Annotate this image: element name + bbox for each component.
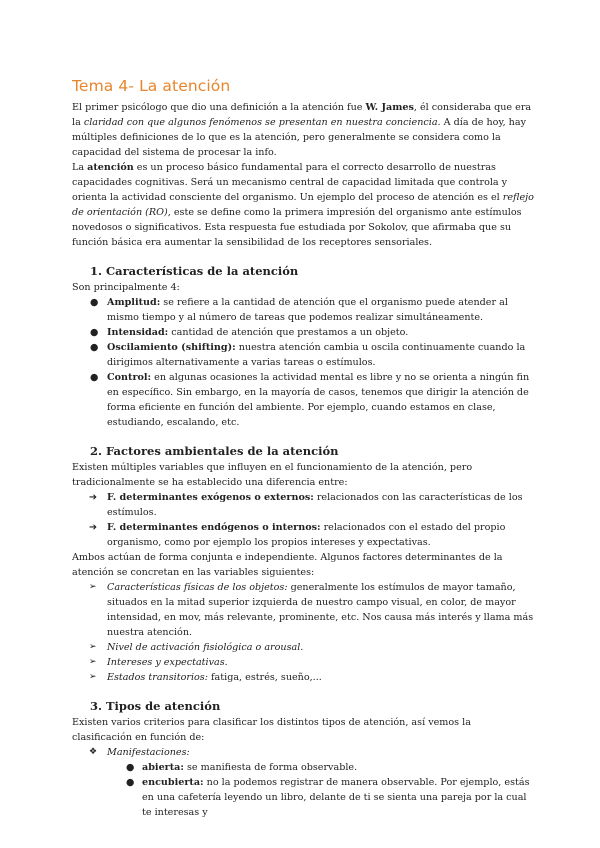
manifestation-list bbox=[72, 760, 534, 820]
section-heading bbox=[72, 444, 534, 459]
item-text: nuestra atención cambia u oscila continuamente cuando la dirigimos alternativamente a varias tareas o estímulos. bbox=[107, 342, 526, 368]
variables-list bbox=[72, 580, 534, 685]
diamond-icon: ❖ bbox=[89, 747, 98, 757]
section-lead: Existen múltiples variables que influyen en el funcionamiento de la atención, pero tradicionalmente se ha establecido una diferencia entre: bbox=[72, 462, 473, 488]
bullet-icon: ● bbox=[126, 777, 135, 788]
section-number: 1. bbox=[90, 264, 103, 278]
key-term-italic: reflejo de orientación (RO) bbox=[72, 192, 534, 218]
text-run: El primer psicólogo que dio una definición a la atención fue bbox=[72, 102, 366, 113]
list-item bbox=[72, 760, 534, 775]
item-text: se manifiesta de forma observable. bbox=[183, 762, 358, 773]
text-run: , este se define como la primera impresión del organismo ante estímulos novedosos o significativos. Esta respuesta fue estudiada por Sokolov, que afirmaba que su función básica era aumentar la sensibilidad de los receptores sensoriales. bbox=[72, 207, 522, 248]
author-name: W. James bbox=[365, 102, 414, 113]
section-heading-text: Características de la atención bbox=[106, 264, 299, 278]
item-text: se refiere a la cantidad de atención que el organismo puede atender al mismo tiempo y al número de tareas que podemos realizar simultáneamente. bbox=[107, 297, 508, 323]
bullet-icon: ● bbox=[90, 342, 99, 353]
list-item bbox=[72, 670, 534, 685]
page-title: Tema 4- La atención bbox=[72, 77, 231, 95]
list-item bbox=[72, 325, 534, 340]
characteristics-list bbox=[72, 295, 534, 430]
item-text: cantidad de atención que prestamos a un objeto. bbox=[168, 327, 409, 338]
item-text: no la podemos registrar de manera observable. Por ejemplo, estás en una cafetería leyendo un libro, delante de ti se sienta una pareja por la cual te interesas y bbox=[142, 777, 530, 818]
item-text: en algunas ocasiones la actividad mental es libre y no se orienta a ningún fin en específico. Sin embargo, en la mayoría de casos, tenemos que dirigir la atención de forma eficiente en función del ambiente. Por ejemplo, cuando estamos en clase, estudiando, escalando, etc. bbox=[107, 372, 530, 428]
item-term: Control: bbox=[107, 372, 152, 383]
triangle-arrow-icon: ➢ bbox=[89, 582, 97, 592]
arrow-icon: ➔ bbox=[89, 522, 98, 533]
list-item bbox=[72, 580, 534, 640]
factor-list bbox=[72, 490, 534, 550]
definition-quote: claridad con que algunos fenómenos se presentan en nuestra conciencia. bbox=[83, 117, 441, 128]
triangle-arrow-icon: ➢ bbox=[89, 642, 97, 652]
list-item bbox=[72, 520, 534, 550]
bullet-icon: ● bbox=[90, 372, 99, 383]
item-term: Manifestaciones: bbox=[107, 747, 190, 758]
item-term: Estados transitorios: bbox=[107, 672, 208, 683]
list-item bbox=[72, 340, 534, 370]
list-item bbox=[72, 745, 534, 760]
section-lead: Son principalmente 4: bbox=[72, 282, 180, 293]
triangle-arrow-icon: ➢ bbox=[89, 657, 97, 667]
text-run: La bbox=[72, 162, 88, 173]
item-term: F. determinantes endógenos o internos: bbox=[107, 522, 321, 533]
list-item bbox=[72, 640, 534, 655]
intro-paragraph-2 bbox=[72, 160, 534, 250]
text-run: es un proceso básico fundamental para el correcto desarrollo de nuestras capacidades cognitivas. Será un mecanismo central de capacidad limitada que controla y orienta la actividad consciente del organismo. Un ejemplo del proceso de atención es el bbox=[72, 162, 508, 203]
list-item bbox=[72, 490, 534, 520]
bullet-icon: ● bbox=[126, 762, 135, 773]
item-text: fatiga, estrés, sueño,... bbox=[207, 672, 322, 683]
list-item bbox=[72, 295, 534, 325]
bullet-icon: ● bbox=[90, 327, 99, 338]
intro-paragraph-1 bbox=[72, 100, 534, 160]
section-number: 2. bbox=[90, 444, 103, 458]
item-text: relacionados con el estado del propio organismo, como por ejemplo los propios intereses y expectativas. bbox=[107, 522, 506, 548]
section-heading bbox=[72, 699, 534, 714]
section-number: 3. bbox=[90, 699, 103, 713]
section-heading bbox=[72, 264, 534, 279]
list-item bbox=[72, 655, 534, 670]
item-term: Nivel de activación fisiológica o arousal. bbox=[107, 642, 304, 653]
criteria-list bbox=[72, 745, 534, 760]
arrow-icon: ➔ bbox=[89, 492, 98, 503]
item-text: relacionados con las características de los estímulos. bbox=[107, 492, 523, 518]
section-heading-text: Tipos de atención bbox=[106, 699, 221, 713]
item-term: encubierta: bbox=[142, 777, 204, 788]
item-term: F. determinantes exógenos o externos: bbox=[107, 492, 314, 503]
item-term: Intensidad: bbox=[107, 327, 169, 338]
item-term: Intereses y expectativas. bbox=[107, 657, 228, 668]
text-run: A día de hoy, hay múltiples definiciones de lo que es la atención, pero generalmente se considera como la capacidad del sistema de procesar la info. bbox=[72, 117, 527, 158]
item-term: abierta: bbox=[142, 762, 184, 773]
item-term: Oscilamiento (shifting): bbox=[107, 342, 236, 353]
bullet-icon: ● bbox=[90, 297, 99, 308]
key-term: atención bbox=[87, 162, 134, 173]
triangle-arrow-icon: ➢ bbox=[89, 672, 97, 682]
list-item bbox=[72, 370, 534, 430]
item-term: Amplitud: bbox=[107, 297, 161, 308]
text-run: , él consideraba que era la bbox=[72, 102, 532, 128]
section-lead: Existen varios criterios para clasificar los distintos tipos de atención, así vemos la clasificación en función de: bbox=[72, 717, 471, 743]
section-paragraph: Ambos actúan de forma conjunta e independiente. Algunos factores determinantes de la atención se concretan en las variables siguientes: bbox=[72, 552, 503, 578]
item-term: Características físicas de los objetos: bbox=[107, 582, 288, 593]
item-text: generalmente los estímulos de mayor tamaño, situados en la mitad superior izquierda de nuestro campo visual, en color, de mayor intensidad, en mov, más relevante, prominente, etc. Nos causa más interés y llama más nuestra atención. bbox=[107, 582, 534, 638]
list-item bbox=[72, 775, 534, 820]
document-page bbox=[72, 76, 534, 820]
section-heading-text: Factores ambientales de la atención bbox=[106, 444, 339, 458]
